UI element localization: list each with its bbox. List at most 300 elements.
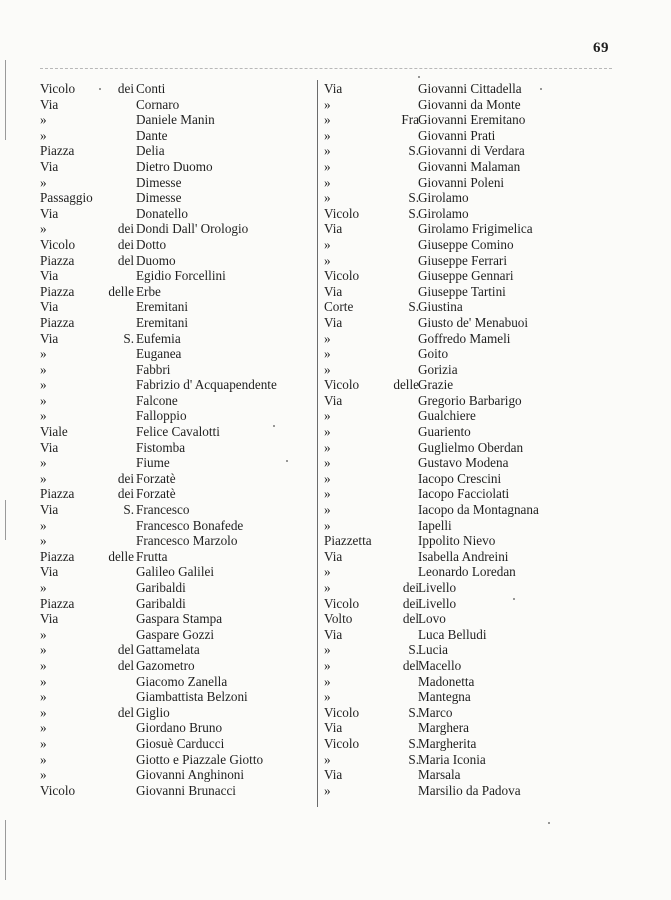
street-type: Volto [324, 611, 353, 627]
street-entry [324, 221, 614, 237]
street-type: Via [40, 611, 59, 627]
street-name: Dimesse [136, 174, 182, 190]
street-name: Donatello [136, 205, 189, 221]
street-name: Maria Iconia [418, 751, 486, 767]
street-name: Ippolito Nievo [418, 533, 496, 549]
street-article: dei [117, 486, 134, 502]
street-type: Via [40, 564, 59, 580]
street-name: Girolamo [418, 190, 469, 206]
street-article: del [402, 657, 419, 673]
street-name: Giosuè Carducci [136, 735, 225, 751]
street-entry [40, 767, 310, 783]
street-entry [324, 190, 614, 206]
street-entry [324, 720, 614, 736]
street-name: Eremitani [136, 299, 188, 315]
street-name: Goffredo Mameli [418, 330, 511, 346]
street-type: Vicolo [40, 236, 76, 252]
street-entry [40, 736, 310, 752]
street-entry [40, 253, 310, 269]
street-type: » [40, 642, 47, 658]
street-entry [40, 705, 310, 721]
street-article: S. [408, 190, 419, 206]
street-entry [40, 331, 310, 347]
street-entry [324, 455, 614, 471]
street-name: Livello [418, 595, 457, 611]
street-name: Francesco [136, 502, 190, 518]
street-article: S. [408, 205, 419, 221]
street-type: » [40, 517, 47, 533]
street-entry [324, 736, 614, 752]
street-name: Felice Cavalotti [136, 424, 220, 440]
street-entry [40, 81, 310, 97]
street-entry [324, 596, 614, 612]
street-type: » [324, 408, 331, 424]
street-entry [40, 689, 310, 705]
street-type: Via [324, 626, 343, 642]
street-article: dei [402, 595, 419, 611]
binding-edge-mark [5, 820, 6, 880]
street-entry [324, 393, 614, 409]
street-entry [40, 362, 310, 378]
street-article: dei [117, 81, 134, 96]
street-name: Giovanni di Verdara [418, 143, 525, 159]
street-entry [40, 346, 310, 362]
street-type: Corte [324, 299, 354, 315]
street-entry [40, 549, 310, 565]
street-article: S. [408, 642, 419, 658]
street-entry [40, 471, 310, 487]
street-name: Girolamo Frigimelica [418, 221, 533, 237]
street-name: Dietro Duomo [136, 158, 213, 174]
street-entry [40, 720, 310, 736]
street-type: Via [40, 439, 59, 455]
street-name: Giotto e Piazzale Giotto [136, 751, 264, 767]
street-article: del [117, 252, 134, 268]
print-speck [418, 76, 420, 78]
street-type: » [324, 502, 331, 518]
street-entry [40, 393, 310, 409]
street-list-left [40, 81, 310, 798]
street-name: Gazometro [136, 657, 195, 673]
street-type: » [324, 346, 331, 362]
street-entry [324, 206, 614, 222]
street-type: Via [40, 330, 59, 346]
street-type: Via [324, 314, 343, 330]
street-entry [324, 705, 614, 721]
street-type: » [40, 174, 47, 190]
street-name: Francesco Marzolo [136, 533, 238, 549]
street-entry [324, 611, 614, 627]
street-entry [324, 549, 614, 565]
street-entry [324, 237, 614, 253]
street-type: » [324, 127, 331, 143]
street-type: Vicolo [324, 595, 360, 611]
street-entry [40, 284, 310, 300]
street-name: Forzatè [136, 470, 176, 486]
street-name: Conti [136, 81, 166, 96]
street-type: » [324, 174, 331, 190]
street-article: S. [408, 751, 419, 767]
street-name: Giustina [418, 299, 463, 315]
street-name: Marco [418, 704, 453, 720]
street-article: dei [402, 580, 419, 595]
street-entry [324, 767, 614, 783]
street-name: Fistomba [136, 439, 186, 455]
street-article: S. [123, 330, 134, 346]
street-name: Guariento [418, 424, 471, 440]
street-name: Giovanni Brunacci [136, 782, 236, 798]
column-divider [317, 80, 318, 807]
street-name: Delia [136, 143, 165, 159]
street-type: Viale [40, 424, 68, 440]
street-name: Forzatè [136, 486, 176, 502]
street-type: » [324, 424, 331, 440]
street-name: Eremitani [136, 314, 188, 330]
street-type: Vicolo [324, 735, 360, 751]
street-type: Via [324, 392, 343, 408]
street-entry [324, 112, 614, 128]
street-entry [40, 533, 310, 549]
header-rule [40, 68, 612, 69]
street-name: Gregorio Barbarigo [418, 392, 522, 408]
street-type: » [40, 720, 47, 736]
street-name: Cornaro [136, 96, 180, 112]
binding-edge-mark [5, 60, 6, 140]
street-entry [40, 518, 310, 534]
street-entry [324, 362, 614, 378]
street-entry [324, 627, 614, 643]
street-name: Gaspare Gozzi [136, 626, 214, 642]
street-article: del [117, 704, 134, 720]
street-name: Dondi Dall' Orologio [136, 221, 249, 237]
street-article: S. [408, 299, 419, 315]
street-name: Giovanni Eremitano [418, 112, 526, 128]
street-name: Grazie [418, 377, 454, 393]
street-name: Giuseppe Gennari [418, 268, 514, 284]
street-entry [40, 580, 310, 596]
street-type: Piazza [40, 143, 75, 159]
street-entry [324, 486, 614, 502]
street-type: Via [324, 720, 343, 736]
street-entry [40, 221, 310, 237]
street-name: Francesco Bonafede [136, 517, 244, 533]
street-type: » [324, 673, 331, 689]
street-type: Via [324, 548, 343, 564]
street-entry [324, 564, 614, 580]
print-speck [548, 822, 550, 824]
street-type: » [324, 782, 331, 798]
street-type: » [40, 751, 47, 767]
street-type: Piazza [40, 486, 75, 502]
street-article: S. [408, 143, 419, 159]
street-article: S. [408, 735, 419, 751]
street-name: Isabella Andreini [418, 548, 509, 564]
street-article: del [402, 611, 419, 627]
street-type: Vicolo [324, 377, 360, 393]
street-name: Egidio Forcellini [136, 268, 226, 284]
street-entry [40, 502, 310, 518]
street-entry [40, 112, 310, 128]
street-article: delle [393, 377, 419, 393]
street-name: Giambattista Belzoni [136, 689, 248, 705]
street-type: Piazza [40, 252, 75, 268]
street-entry [324, 689, 614, 705]
street-type: » [40, 361, 47, 377]
street-type: » [40, 626, 47, 642]
street-type: » [40, 470, 47, 486]
street-name: Eufemia [136, 330, 181, 346]
street-type: » [40, 392, 47, 408]
street-type: Via [40, 299, 59, 315]
street-type: » [324, 158, 331, 174]
street-article: delle [108, 283, 134, 299]
street-name: Margherita [418, 735, 477, 751]
street-name: Iacopo Crescini [418, 470, 502, 486]
street-entry [324, 128, 614, 144]
street-name: Gualchiere [418, 408, 476, 424]
street-type: » [40, 767, 47, 783]
street-type: » [324, 96, 331, 112]
street-type: Via [40, 502, 59, 518]
street-name: Goito [418, 346, 449, 362]
street-type: » [40, 735, 47, 751]
street-type: Vicolo [40, 782, 76, 798]
street-type: Via [40, 268, 59, 284]
street-name: Dimesse [136, 190, 182, 206]
street-type: Via [324, 81, 343, 96]
street-entry [40, 237, 310, 253]
street-entry [40, 658, 310, 674]
street-name: Marsilio da Padova [418, 782, 521, 798]
street-entry [40, 190, 310, 206]
street-entry [40, 377, 310, 393]
street-name: Fabrizio d' Acquapendente [136, 377, 277, 393]
street-type: » [40, 346, 47, 362]
street-list-right [324, 81, 614, 798]
street-entry [40, 424, 310, 440]
street-type: » [40, 408, 47, 424]
street-type: » [324, 642, 331, 658]
street-entry [324, 143, 614, 159]
street-type: Via [324, 221, 343, 237]
street-entry [324, 346, 614, 362]
street-name: Lucia [418, 642, 449, 658]
street-type: » [324, 252, 331, 268]
street-entry [324, 159, 614, 175]
street-entry [324, 440, 614, 456]
street-type: » [324, 470, 331, 486]
street-name: Dante [136, 127, 168, 143]
street-type: » [40, 377, 47, 393]
street-type: » [324, 486, 331, 502]
street-entry [324, 331, 614, 347]
street-name: Giovanni Prati [418, 127, 496, 143]
street-name: Gorizia [418, 361, 458, 377]
street-name: Iacopo Facciolati [418, 486, 510, 502]
street-name: Giglio [136, 704, 170, 720]
street-type: » [40, 455, 47, 471]
street-entry [40, 97, 310, 113]
street-entry [40, 440, 310, 456]
street-entry [40, 408, 310, 424]
street-entry [40, 611, 310, 627]
street-entry [324, 81, 614, 97]
street-type: Via [324, 283, 343, 299]
street-entry [324, 580, 614, 596]
street-type: Via [40, 96, 59, 112]
street-name: Falloppio [136, 408, 187, 424]
binding-edge-mark [5, 500, 6, 540]
street-entry [324, 315, 614, 331]
street-name: Giuseppe Ferrari [418, 252, 507, 268]
street-name: Madonetta [418, 673, 475, 689]
street-name: Erbe [136, 283, 161, 299]
street-article: del [117, 642, 134, 658]
street-article: dei [117, 470, 134, 486]
street-type: » [324, 751, 331, 767]
street-entry [324, 377, 614, 393]
street-entry [40, 206, 310, 222]
street-type: » [324, 455, 331, 471]
street-type: Vicolo [324, 704, 360, 720]
street-name: Giovanni Poleni [418, 174, 505, 190]
street-entry [40, 627, 310, 643]
street-article: Fra [401, 112, 419, 128]
street-type: Vicolo [324, 205, 360, 221]
street-name: Galileo Galilei [136, 564, 214, 580]
street-name: Lovo [418, 611, 446, 627]
street-entry [324, 674, 614, 690]
street-article: S. [408, 704, 419, 720]
street-name: Livello [418, 580, 457, 595]
street-type: Piazza [40, 283, 75, 299]
street-type: Via [324, 767, 343, 783]
street-name: Giovanni da Monte [418, 96, 521, 112]
street-entry [40, 128, 310, 144]
street-entry [324, 502, 614, 518]
street-entry [324, 284, 614, 300]
street-type: » [40, 704, 47, 720]
street-type: » [324, 580, 331, 595]
street-type: » [40, 221, 47, 237]
street-type: » [40, 580, 47, 595]
street-entry [40, 175, 310, 191]
street-name: Daniele Manin [136, 112, 215, 128]
street-type: » [40, 689, 47, 705]
street-entry [40, 455, 310, 471]
street-entry [324, 175, 614, 191]
street-type: Piazza [40, 548, 75, 564]
street-type: » [40, 533, 47, 549]
street-name: Guglielmo Oberdan [418, 439, 524, 455]
street-name: Iapelli [418, 517, 452, 533]
street-type: » [40, 112, 47, 128]
page-number: 69 [593, 40, 609, 56]
street-name: Giordano Bruno [136, 720, 223, 736]
street-entry [324, 424, 614, 440]
street-type: Vicolo [40, 81, 76, 96]
street-type: Piazza [40, 314, 75, 330]
street-name: Leonardo Loredan [418, 564, 516, 580]
street-type: Passaggio [40, 190, 93, 206]
street-type: » [40, 673, 47, 689]
street-entry [40, 159, 310, 175]
street-entry [40, 596, 310, 612]
street-entry [324, 518, 614, 534]
street-entry [324, 408, 614, 424]
street-type: » [324, 657, 331, 673]
street-entry [40, 315, 310, 331]
street-name: Fiume [136, 455, 170, 471]
street-entry [40, 143, 310, 159]
street-type: » [40, 127, 47, 143]
street-entry [324, 533, 614, 549]
street-type: » [324, 190, 331, 206]
street-type: Piazzetta [324, 533, 372, 549]
street-type: » [324, 143, 331, 159]
street-type: » [324, 689, 331, 705]
street-article: delle [108, 548, 134, 564]
street-type: » [324, 517, 331, 533]
street-name: Giovanni Anghinoni [136, 767, 245, 783]
street-name: Giuseppe Tartini [418, 283, 506, 299]
street-name: Giuseppe Comino [418, 236, 514, 252]
street-entry [324, 658, 614, 674]
street-entry [324, 752, 614, 768]
street-entry [324, 783, 614, 799]
street-name: Falcone [136, 392, 178, 408]
street-type: Via [40, 205, 59, 221]
street-name: Giusto de' Menabuoi [418, 314, 529, 330]
street-name: Iacopo da Montagnana [418, 502, 539, 518]
street-name: Giovanni Malaman [418, 158, 521, 174]
street-entry [324, 642, 614, 658]
street-type: » [324, 564, 331, 580]
street-entry [40, 674, 310, 690]
street-article: dei [117, 236, 134, 252]
street-type: Piazza [40, 595, 75, 611]
street-name: Gustavo Modena [418, 455, 509, 471]
street-entry [324, 471, 614, 487]
street-type: » [324, 112, 331, 128]
street-entry [40, 752, 310, 768]
street-name: Frutta [136, 548, 168, 564]
street-name: Girolamo [418, 205, 469, 221]
street-name: Giacomo Zanella [136, 673, 228, 689]
street-entry [40, 299, 310, 315]
street-name: Mantegna [418, 689, 471, 705]
street-entry [324, 299, 614, 315]
street-name: Euganea [136, 346, 182, 362]
street-entry [324, 253, 614, 269]
street-name: Luca Belludi [418, 626, 487, 642]
street-entry [40, 268, 310, 284]
street-name: Marghera [418, 720, 470, 736]
street-name: Marsala [418, 767, 461, 783]
street-name: Duomo [136, 252, 176, 268]
street-entry [40, 783, 310, 799]
street-entry [40, 564, 310, 580]
street-type: Via [40, 158, 59, 174]
street-name: Garibaldi [136, 595, 186, 611]
street-article: S. [123, 502, 134, 518]
street-name: Gattamelata [136, 642, 200, 658]
street-name: Macello [418, 657, 462, 673]
street-type: » [324, 236, 331, 252]
street-entry [324, 97, 614, 113]
street-entry [324, 268, 614, 284]
street-type: Vicolo [324, 268, 360, 284]
